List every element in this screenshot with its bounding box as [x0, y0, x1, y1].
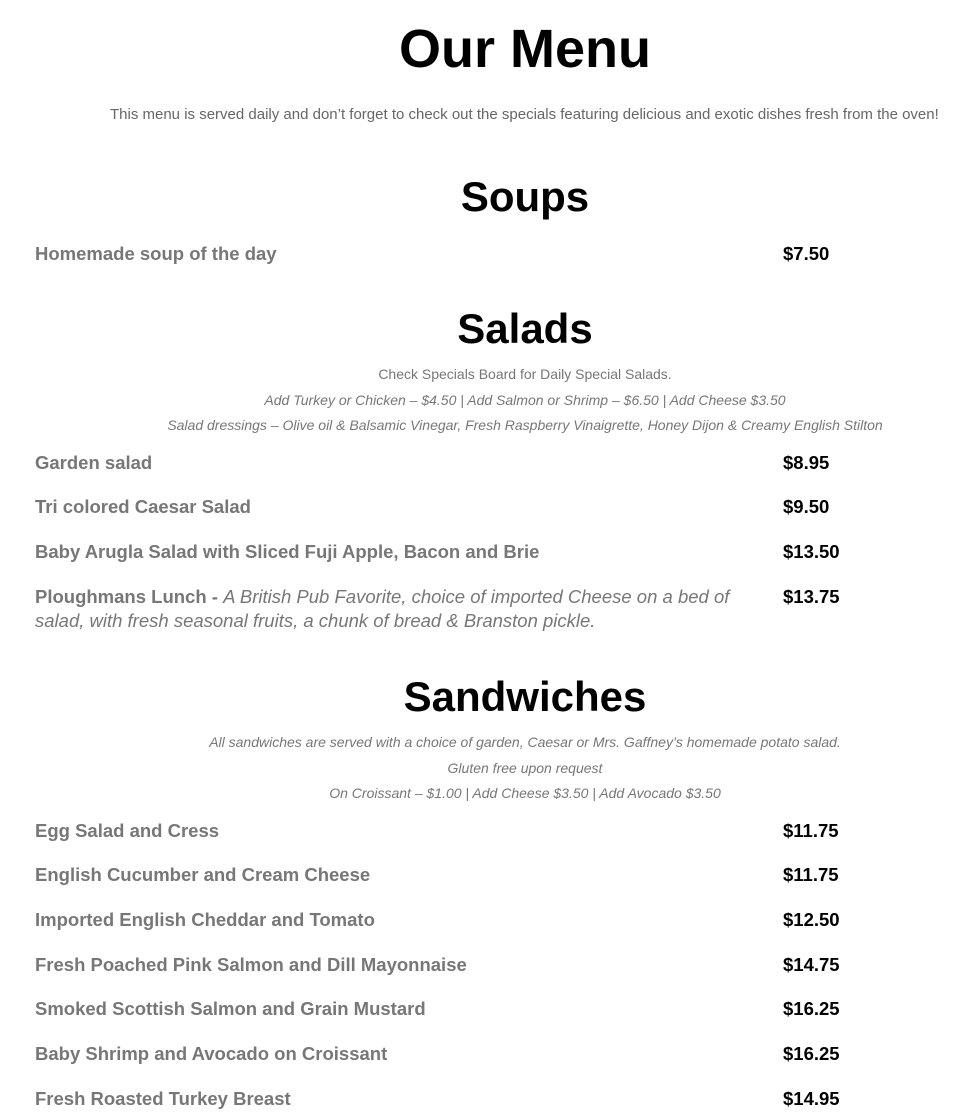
menu-item-name: Fresh Roasted Turkey Breast [35, 1088, 291, 1109]
menu-item-description: A British Pub Favorite, choice of imported Cheese on a bed of salad, with fresh seasonal fruits, a chunk of bread & Branston pickle. [35, 586, 730, 631]
menu-item-price: $8.95 [783, 452, 830, 473]
menu-item-price: $14.95 [783, 1088, 840, 1109]
menu-item-price: $13.50 [783, 541, 840, 562]
menu-item-price: $16.25 [783, 1043, 840, 1064]
sandwiches-note-addons: On Croissant – $1.00 | Add Cheese $3.50 | Add Avocado $3.50 [329, 785, 721, 801]
salads-note-specials: Check Specials Board for Daily Special Salads. [378, 366, 672, 382]
menu-item-name: English Cucumber and Cream Cheese [35, 864, 371, 885]
menu-item-price: $9.50 [783, 496, 830, 517]
menu-item-price: $7.50 [783, 243, 830, 264]
sandwiches-note-sides: All sandwiches are served with a choice of garden, Caesar or Mrs. Gaffney’s homemade potato salad. [209, 734, 841, 750]
menu-item-name: Imported English Cheddar and Tomato [35, 909, 375, 930]
menu-item-name: Fresh Poached Pink Salmon and Dill Mayonnaise [35, 954, 467, 975]
menu-item-price: $11.75 [783, 820, 839, 841]
menu-item-name: Baby Shrimp and Avocado on Croissant [35, 1043, 388, 1064]
menu-item-name: Ploughmans Lunch - [35, 586, 224, 607]
menu-item-price: $14.75 [783, 954, 840, 975]
salads-note-dressings: Salad dressings – Olive oil & Balsamic Vinegar, Fresh Raspberry Vinaigrette, Honey Dijon & Creamy English Stilton [167, 417, 883, 433]
menu-item-name: Garden salad [35, 452, 153, 473]
page-title: Our Menu [399, 19, 651, 79]
salads-note-addons: Add Turkey or Chicken – $4.50 | Add Salmon or Shrimp – $6.50 | Add Cheese $3.50 [264, 392, 786, 408]
menu-item-price: $11.75 [783, 864, 839, 885]
menu-item-name: Smoked Scottish Salmon and Grain Mustard [35, 998, 426, 1019]
menu-item-name: Egg Salad and Cress [35, 820, 220, 841]
menu-item-name: Tri colored Caesar Salad [35, 496, 251, 517]
sandwiches-note-gluten-free: Gluten free upon request [447, 760, 603, 776]
menu-item-price: $16.25 [783, 998, 840, 1019]
menu-intro: This menu is served daily and don’t forget to check out the specials featuring delicious and exotic dishes fresh from the oven! [110, 106, 939, 123]
menu-item-price: $13.75 [783, 586, 840, 607]
menu-item-ploughmans [35, 585, 755, 633]
section-title-sandwiches: Sandwiches [403, 673, 647, 720]
section-title-salads: Salads [457, 305, 593, 352]
menu-item-name: Homemade soup of the day [35, 243, 277, 264]
menu-item-name: Baby Arugla Salad with Sliced Fuji Apple, Bacon and Brie [35, 541, 540, 562]
section-title-soups: Soups [460, 173, 590, 220]
menu-item-price: $12.50 [783, 909, 840, 930]
